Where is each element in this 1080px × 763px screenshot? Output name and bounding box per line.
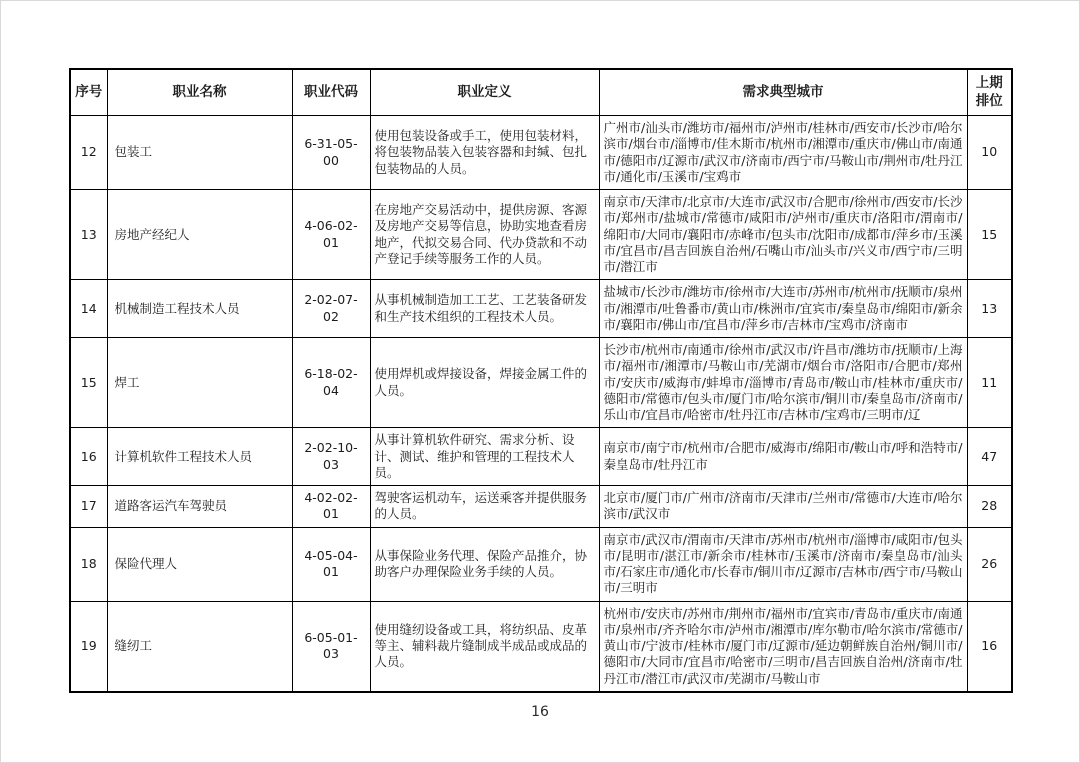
col-header-code: 职业代码 (292, 69, 370, 116)
prev-rank-cell: 11 (967, 338, 1012, 428)
row-index-cell: 17 (70, 486, 107, 528)
occupation-definition-cell: 使用缝纫设备或工具，将纺织品、皮革等主、辅料裁片缝制成半成品或成品的人员。 (370, 601, 599, 692)
table-row (70, 116, 1012, 190)
demand-cities-cell: 北京市/厦门市/广州市/济南市/天津市/兰州市/常德市/大连市/哈尔滨市/武汉市 (599, 486, 967, 528)
occupation-definition-cell: 在房地产交易活动中，提供房源、客源及房地产交易等信息，协助实地查看房地产，代拟交易合同、代办贷款和不动产登记手续等服务工作的人员。 (370, 190, 599, 280)
occupation-name-cell: 焊工 (107, 338, 292, 428)
occupation-code-cell: 6-05-01-03 (292, 601, 370, 692)
col-header-prev-rank: 上期排位 (967, 69, 1012, 116)
occupation-name-cell: 包装工 (107, 116, 292, 190)
table-row (70, 601, 1012, 692)
page-number: 16 (531, 704, 549, 720)
row-index-cell: 16 (70, 428, 107, 486)
prev-rank-cell: 15 (967, 190, 1012, 280)
occupation-code-cell: 6-18-02-04 (292, 338, 370, 428)
demand-cities-cell: 南京市/天津市/北京市/大连市/武汉市/合肥市/徐州市/西安市/长沙市/郑州市/盐城市/常德市/咸阳市/泸州市/重庆市/洛阳市/渭南市/绵阳市/大同市/襄阳市/赤峰市/包头市/沈阳市/成都市/萍乡市/玉溪市/宜昌市/昌吉回族自治州/石嘴山市/汕头市/兴义市/西宁市/三明市/潜江市 (599, 190, 967, 280)
table-row (70, 338, 1012, 428)
row-index-cell: 13 (70, 190, 107, 280)
occupation-definition-cell: 使用焊机或焊接设备，焊接金属工件的人员。 (370, 338, 599, 428)
occupation-definition-cell: 从事机械制造加工工艺、工艺装备研发和生产技术组织的工程技术人员。 (370, 280, 599, 338)
occupation-name-cell: 机械制造工程技术人员 (107, 280, 292, 338)
occupation-definition-cell: 驾驶客运机动车，运送乘客并提供服务的人员。 (370, 486, 599, 528)
demand-cities-cell: 广州市/汕头市/潍坊市/福州市/泸州市/桂林市/西安市/长沙市/哈尔滨市/烟台市/淄博市/佳木斯市/杭州市/湘潭市/重庆市/佛山市/南通市/德阳市/辽源市/武汉市/济南市/西宁市/马鞍山市/荆州市/牡丹江市/通化市/玉溪市/宝鸡市 (599, 116, 967, 190)
table-row (70, 428, 1012, 486)
row-index-cell: 14 (70, 280, 107, 338)
occupation-name-cell: 计算机软件工程技术人员 (107, 428, 292, 486)
prev-rank-cell: 10 (967, 116, 1012, 190)
table-row (70, 527, 1012, 601)
demand-cities-cell: 南京市/南宁市/杭州市/合肥市/威海市/绵阳市/鞍山市/呼和浩特市/秦皇岛市/牡丹江市 (599, 428, 967, 486)
col-header-index: 序号 (70, 69, 107, 116)
prev-rank-cell: 47 (967, 428, 1012, 486)
row-index-cell: 18 (70, 527, 107, 601)
occupation-definition-cell: 从事保险业务代理、保险产品推介，协助客户办理保险业务手续的人员。 (370, 527, 599, 601)
row-index-cell: 12 (70, 116, 107, 190)
occupation-definition-cell: 从事计算机软件研究、需求分析、设计、测试、维护和管理的工程技术人员。 (370, 428, 599, 486)
occupation-definition-cell: 使用包装设备或手工，使用包装材料，将包装物品装入包装容器和封缄、包扎包装物品的人员。 (370, 116, 599, 190)
row-index-cell: 15 (70, 338, 107, 428)
demand-cities-cell: 盐城市/长沙市/潍坊市/徐州市/大连市/苏州市/杭州市/抚顺市/泉州市/湘潭市/吐鲁番市/黄山市/株洲市/宜宾市/秦皇岛市/绵阳市/新余市/襄阳市/佛山市/宜昌市/萍乡市/吉林市/宝鸡市/济南市 (599, 280, 967, 338)
prev-rank-cell: 28 (967, 486, 1012, 528)
demand-cities-cell: 杭州市/安庆市/苏州市/荆州市/福州市/宜宾市/青岛市/重庆市/南通市/泉州市/齐齐哈尔市/泸州市/湘潭市/库尔勒市/哈尔滨市/常德市/黄山市/宁波市/桂林市/厦门市/辽源市/延边朝鲜族自治州/铜川市/德阳市/大同市/宜昌市/哈密市/三明市/昌吉回族自治州/济南市/牡丹江市/潜江市/武汉市/芜湖市/马鞍山市 (599, 601, 967, 692)
occupation-name-cell: 道路客运汽车驾驶员 (107, 486, 292, 528)
occupation-code-cell: 2-02-10-03 (292, 428, 370, 486)
prev-rank-cell: 16 (967, 601, 1012, 692)
col-header-definition: 职业定义 (370, 69, 599, 116)
table-row (70, 190, 1012, 280)
occupation-name-cell: 房地产经纪人 (107, 190, 292, 280)
table-row (70, 486, 1012, 528)
table-body (70, 116, 1012, 692)
demand-cities-cell: 南京市/武汉市/渭南市/天津市/苏州市/杭州市/淄博市/咸阳市/包头市/昆明市/湛江市/新余市/桂林市/玉溪市/济南市/秦皇岛市/汕头市/石家庄市/通化市/长春市/铜川市/辽源市/吉林市/西宁市/马鞍山市/三明市 (599, 527, 967, 601)
occupation-code-cell: 4-02-02-01 (292, 486, 370, 528)
occupation-name-cell: 保险代理人 (107, 527, 292, 601)
prev-rank-cell: 13 (967, 280, 1012, 338)
table-header-row (70, 69, 1012, 116)
occupation-name-cell: 缝纫工 (107, 601, 292, 692)
col-header-cities: 需求典型城市 (599, 69, 967, 116)
occupation-code-cell: 4-06-02-01 (292, 190, 370, 280)
occupation-code-cell: 2-02-07-02 (292, 280, 370, 338)
occupation-ranking-table (69, 68, 1013, 693)
row-index-cell: 19 (70, 601, 107, 692)
table-row (70, 280, 1012, 338)
col-header-occupation: 职业名称 (107, 69, 292, 116)
demand-cities-cell: 长沙市/杭州市/南通市/徐州市/武汉市/许昌市/潍坊市/抚顺市/上海市/福州市/湘潭市/马鞍山市/芜湖市/烟台市/洛阳市/合肥市/郑州市/安庆市/威海市/蚌埠市/淄博市/青岛市/鞍山市/桂林市/重庆市/德阳市/常德市/包头市/厦门市/哈尔滨市/铜川市/秦皇岛市/济南市/乐山市/宜昌市/哈密市/牡丹江市/吉林市/宝鸡市/三明市/辽 (599, 338, 967, 428)
occupation-code-cell: 4-05-04-01 (292, 527, 370, 601)
prev-rank-cell: 26 (967, 527, 1012, 601)
occupation-code-cell: 6-31-05-00 (292, 116, 370, 190)
